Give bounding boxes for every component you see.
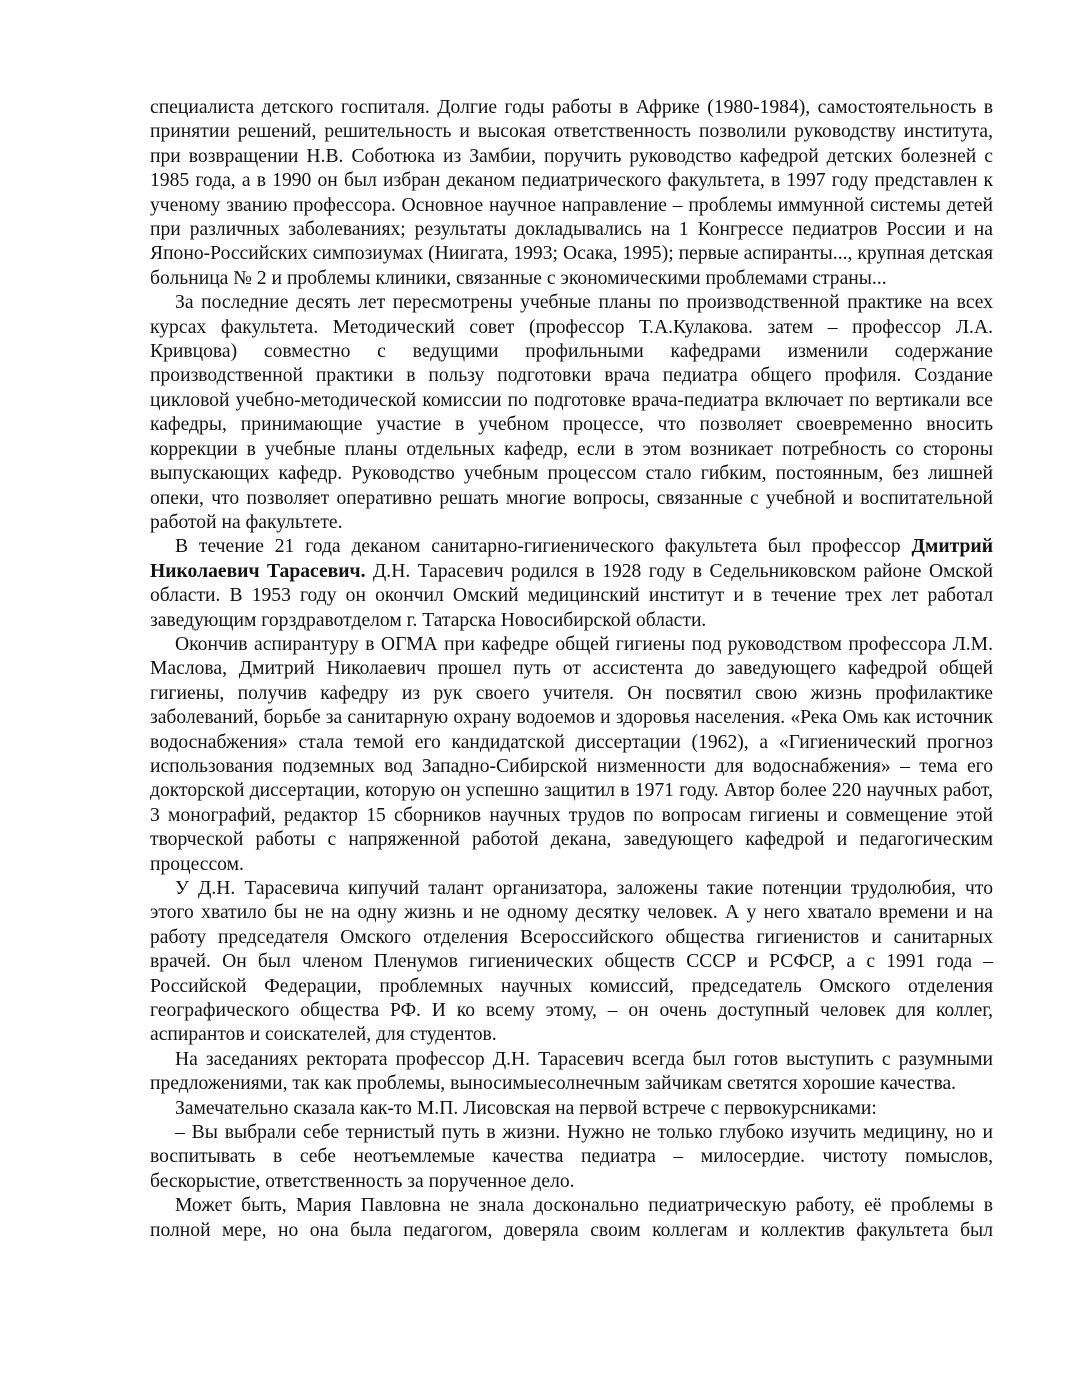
paragraph-5: У Д.Н. Тарасевича кипучий талант организатора, заложены такие потенции трудолюбия, что этого хватило бы не на одну жизнь и не одному десятку человек. А у него хватало времени и на работу председателя Омского отделения Всероссийского общества гигиенистов и санитарных врачей. Он был членом Пленумов гигиенических обществ СССР и РСФСР, а с 1991 года – Российской Федерации, проблемных научных комиссий, председатель Омского отделения географического общества РФ. И ко всему этому, – он очень доступный человек для коллег, аспирантов и соискателей, для студентов. (150, 878, 993, 1046)
paragraph-6: На заседаниях ректората профессор Д.Н. Тарасевич всегда был готов выступить с разумными предложениями, так как проблемы, выносимыесолнечным зайчикам светятся хорошие качества. (150, 1048, 993, 1095)
paragraph-2: За последние десять лет пересмотрены учебные планы по производственной практике на всех курсах факультета. Методический совет (профессор Т.А.Кулакова. затем – профессор Л.А. Кривцова) совместно с ведущими профильными кафедрами изменили содержание производственной практики в пользу подготовки врача педиатра общего профиля. Создание цикловой учебно-методической комиссии по подготовке врача-педиатра включает по вертикали все кафедры, принимающие участие в учебном процессе, что позволяет своевременно вносить коррекции в учебные планы отдельных кафедр, если в этом возникает потребность со стороны выпускающих кафедр. Руководство учебным процессом стало гибким, постоянным, без лишней опеки, что позволяет оперативно решать многие вопросы, связанные с учебной и воспитательной работой на факультете. (150, 292, 993, 533)
document-page (150, 96, 993, 1243)
paragraph-8: – Вы выбрали себе тернистый путь в жизни. Нужно не только глубоко изучить медицину, но и воспитывать в себе неотъемлемые качества педиатра – милосердие. чистоту помыслов, бескорыстие, ответственность за порученное дело. (150, 1122, 993, 1192)
paragraph-3-intro: В течение 21 года деканом санитарно-гигиенического факультета был профессор (175, 536, 912, 558)
paragraph-3-rest: Д.Н. Тарасевич родился в 1928 году в Седельниковском районе Омской области. В 1953 году он окончил Омский медицинский институт и в течение трех лет работал заведующим горздравотделом г. Татарска Новосибирской области. (150, 560, 993, 631)
paragraph-3 (150, 535, 993, 633)
paragraph-4: Окончив аспирантуру в ОГМА при кафедре общей гигиены под руководством профессора Л.М. Маслова, Дмитрий Николаевич прошел путь от ассистента до заведующего кафедрой общей гигиены, получив кафедру из рук своего учителя. Он посвятил свою жизнь профилактике заболеваний, борьбе за санитарную охрану водоемов и здоровья населения. «Река Омь как источник водоснабжения» стала темой его кандидатской диссертации (1962), а «Гигиенический прогноз использования подземных вод Западно-Сибирской низменности для водоснабжения» – тема его докторской диссертации, которую он успешно защитил в 1971 году. Автор более 220 научных работ, 3 монографий, редактор 15 сборников научных трудов по вопросам гигиены и совмещение этой творческой работы с напряженной работой декана, заведующего кафедрой и педагогическим процессом. (150, 633, 993, 875)
paragraph-1: специалиста детского госпиталя. Долгие годы работы в Африке (1980-1984), самостоятельность в принятии решений, решительность и высокая ответственность позволили руководству института, при возвращении Н.В. Соботюка из Замбии, поручить руководство кафедрой детских болезней с 1985 года, а в 1990 он был избран деканом педиатрического факультета, в 1997 году представлен к ученому званию профессора. Основное научное направление – проблемы иммунной системы детей при различных заболеваниях; результаты докладывались на 1 Конгрессе педиатров России и на Японо-Российских симпозиумах (Ниигата, 1993; Осака, 1995); первые аспиранты..., крупная детская больница № 2 и проблемы клиники, связанные с экономическими проблемами страны... (150, 97, 993, 289)
paragraph-9: Может быть, Мария Павловна не знала досконально педиатрическую работу, её проблемы в полной мере, но она была педагогом, доверяла своим коллегам и коллектив факультета был (150, 1195, 993, 1241)
person-name-bold: Дмитрий Николаевич Тарасевич. (150, 536, 993, 582)
paragraph-7: Замечательно сказала как-то М.П. Лисовская на первой встрече с первокурсниками: (175, 1097, 877, 1119)
